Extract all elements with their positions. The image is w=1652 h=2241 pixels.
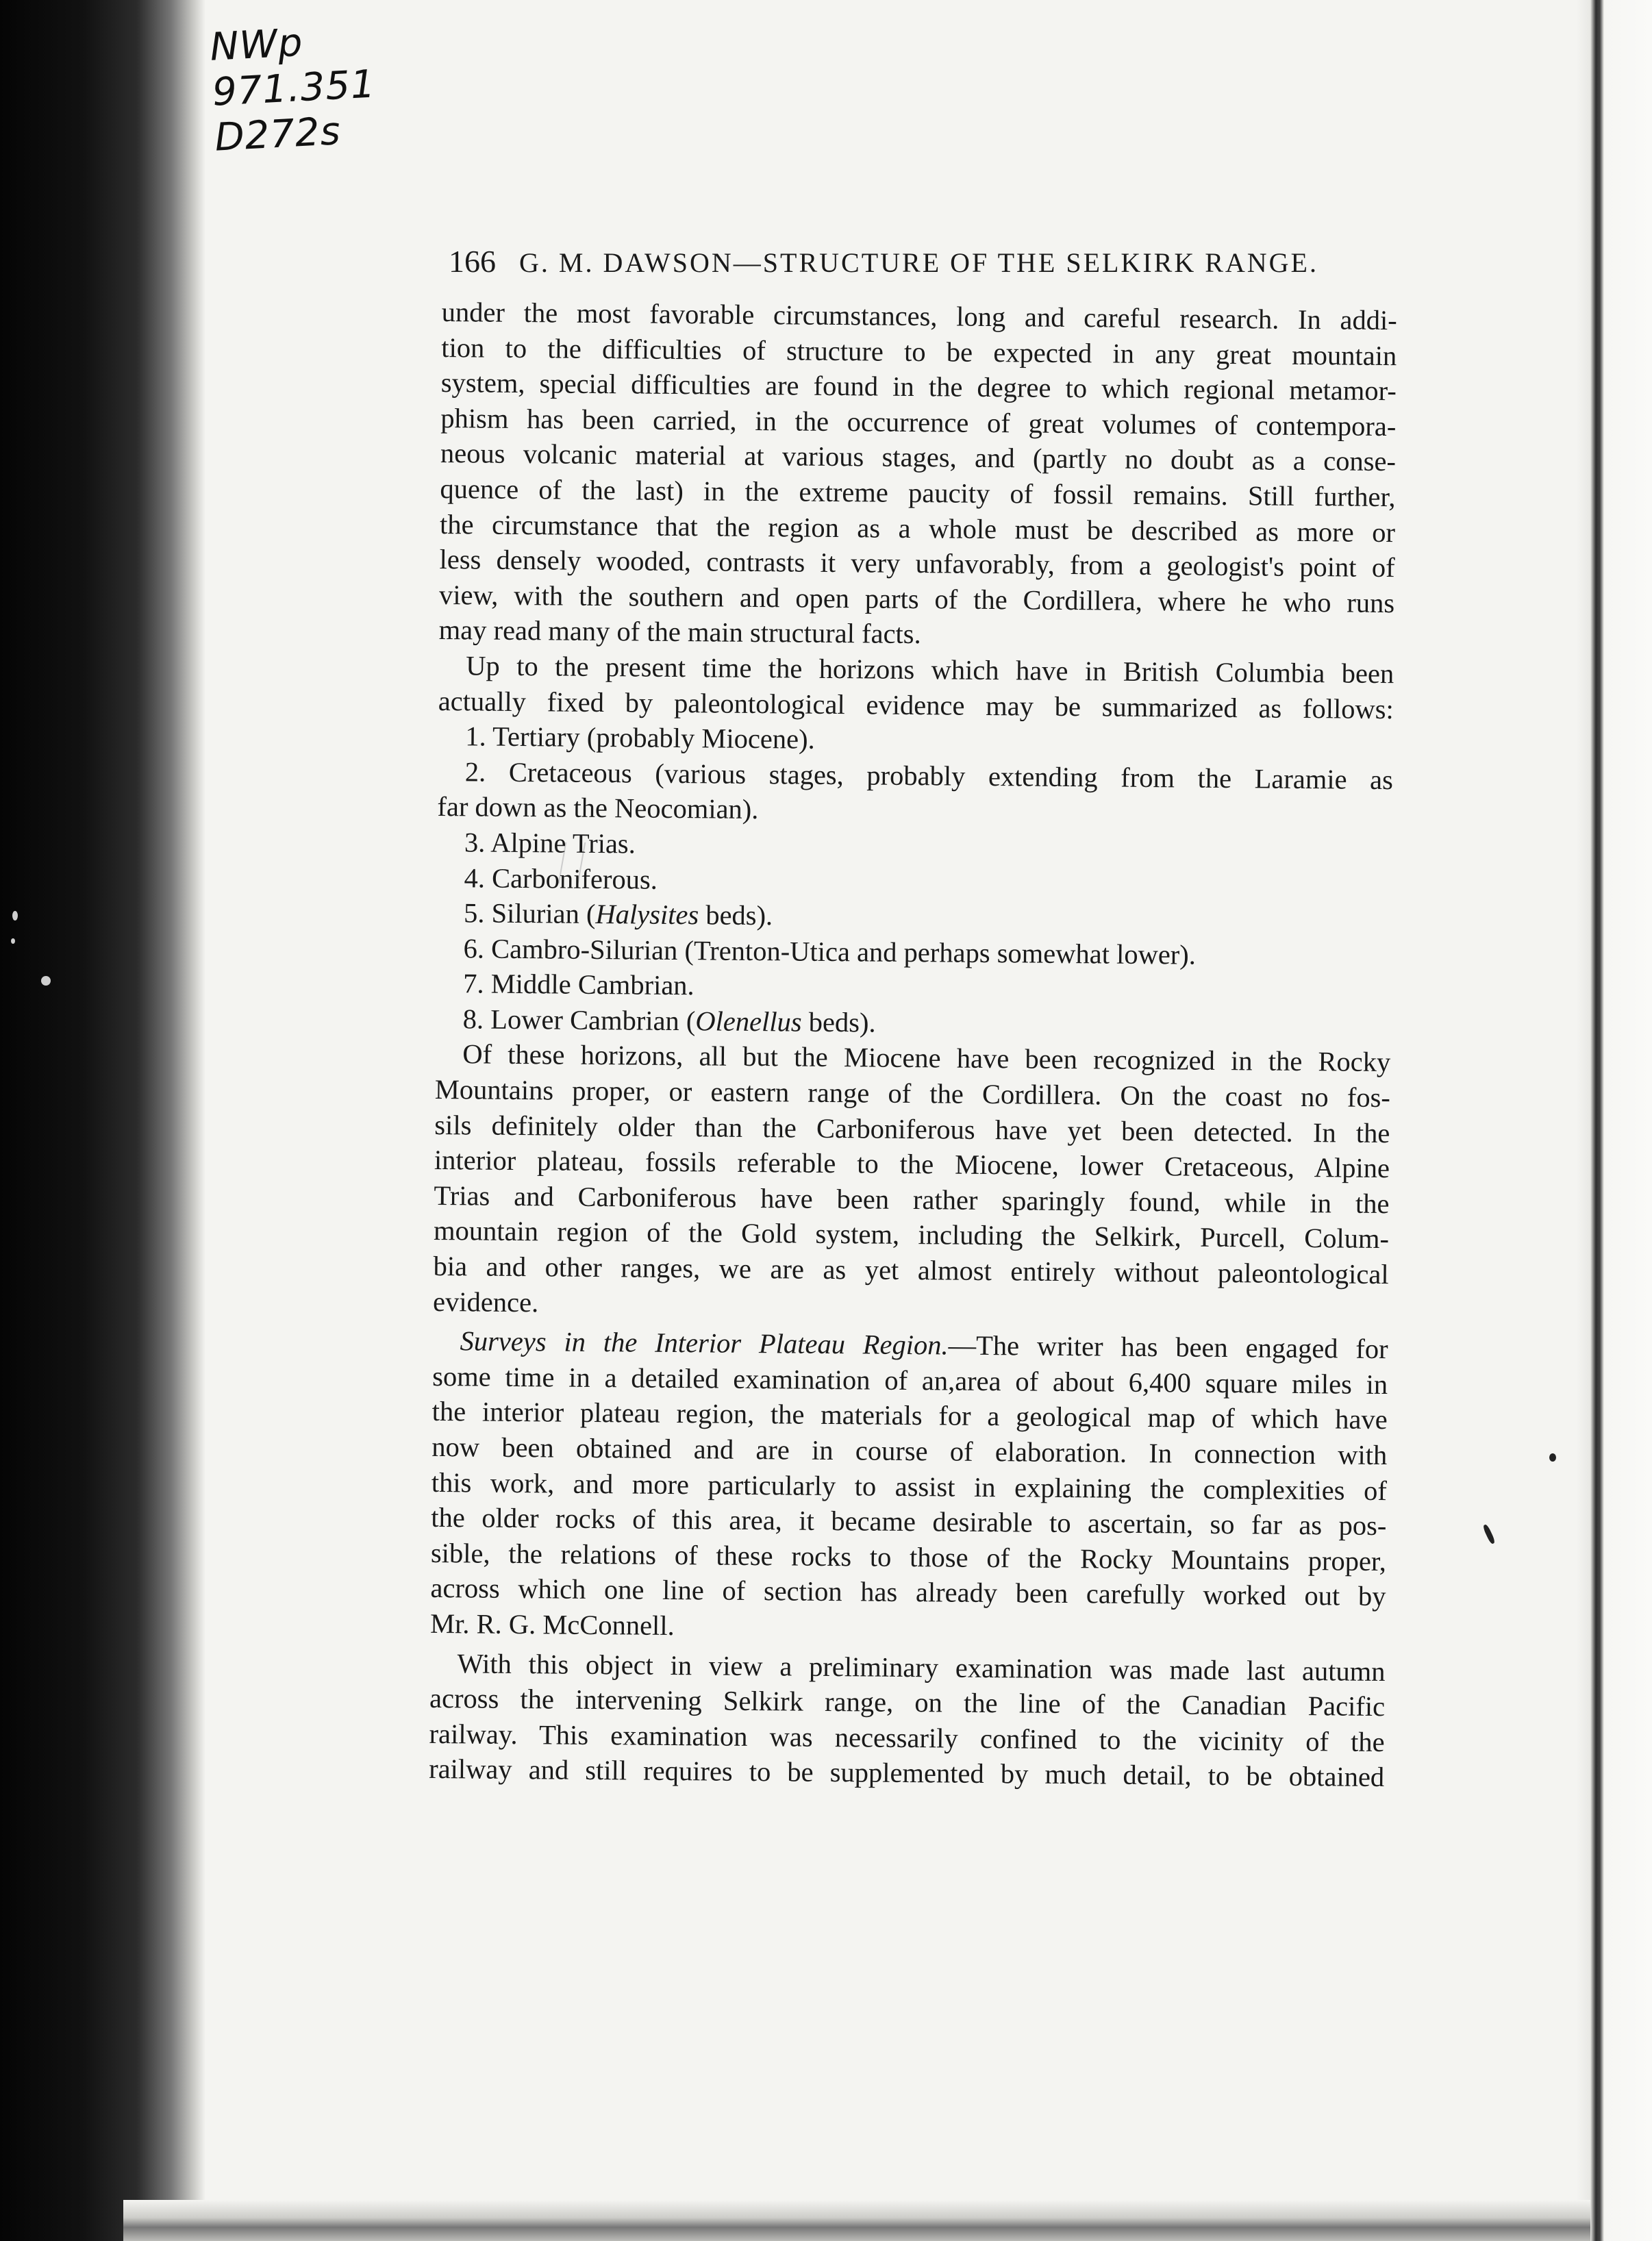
text-line: the circumstance that the region as a whole must be described as more or xyxy=(439,508,1396,548)
section-heading: Surveys in the Interior Plateau Region. xyxy=(460,1325,949,1361)
text-line: neous volcanic material at various stages, and (partly no doubt as a conse- xyxy=(440,438,1397,477)
text-line: sible, the relations of these rocks to those of the Rocky Mountains proper, xyxy=(430,1537,1387,1577)
scan-left-border xyxy=(0,0,205,2241)
scan-right-border xyxy=(1577,0,1652,2241)
text-line: bia and other ranges, we are as yet almost entirely without paleontological xyxy=(433,1250,1389,1290)
text-line: Up to the present time the horizons which have in British Columbia been xyxy=(466,650,1394,690)
list-item: 1. Tertiary (probably Miocene). xyxy=(465,721,815,755)
text-line: actually fixed by paleontological evidence may be summarized as follows: xyxy=(438,685,1394,725)
text-line: tion to the difficulties of structure to be expected in any great mountain xyxy=(441,331,1397,371)
text-line: With this object in view a preliminary examination was made last autumn xyxy=(457,1647,1386,1687)
text-line: under the most favorable circumstances, long and careful research. In addi- xyxy=(441,296,1397,336)
text-run: 8. Lower Cambrian ( xyxy=(462,1003,696,1037)
running-title: G. M. DAWSON—STRUCTURE OF THE SELKIRK RANGE. xyxy=(519,247,1318,278)
italic-genus: Olenellus xyxy=(695,1005,802,1038)
scan-speck xyxy=(11,938,15,944)
text-line: across which one line of section has already been carefully worked out by xyxy=(430,1573,1386,1612)
text-line: less densely wooded, contrasts it very unfavorably, from a geologist's point of xyxy=(439,544,1395,584)
call-number-line: 971.351 xyxy=(211,62,377,115)
text-line: railway and still requires to be supplemented by much detail, to be obtained xyxy=(429,1753,1385,1793)
scan-speck xyxy=(1549,1453,1556,1462)
text-line: Trias and Carboniferous have been rather sparingly found, while in the xyxy=(434,1179,1390,1219)
handwritten-call-number xyxy=(209,16,394,160)
scan-bottom-border xyxy=(123,2200,1590,2241)
text-run: —The writer has been engaged for xyxy=(948,1329,1388,1365)
text-run: 5. Silurian ( xyxy=(463,897,596,930)
text-line: far down as the Neocomian). xyxy=(437,791,759,825)
text-line: this work, and more particularly to assist in explaining the complexities of xyxy=(431,1466,1388,1506)
text-line: view, with the southern and open parts of the Cordillera, where he who runs xyxy=(438,579,1395,618)
list-item: 2. Cretaceous (various stages, probably extending from the Laramie as xyxy=(464,756,1394,795)
text-line: mountain region of the Gold system, including the Selkirk, Purcell, Colum- xyxy=(433,1215,1390,1255)
text-line: Mountains proper, or eastern range of the Cordillera. On the coast no fos- xyxy=(434,1074,1391,1114)
page-number: 166 xyxy=(449,244,496,279)
text-run: beds). xyxy=(699,899,773,931)
scan-speck xyxy=(41,976,51,986)
text-line: system, special difficulties are found in the degree to which regional metamor- xyxy=(440,367,1397,407)
text-line: interior plateau, fossils referable to the Miocene, lower Cretaceous, Alpine xyxy=(434,1144,1390,1184)
text-line: now been obtained and are in course of elaboration. In connection with xyxy=(431,1431,1388,1471)
running-header xyxy=(449,243,1318,279)
text-line: evidence. xyxy=(432,1286,539,1318)
call-number-line: D272s xyxy=(213,109,342,160)
text-run: beds). xyxy=(801,1006,876,1038)
list-item: 3. Alpine Trias. xyxy=(464,827,636,860)
text-line: Of these horizons, all but the Miocene have been recognized in the Rocky xyxy=(462,1038,1391,1078)
scan-speck xyxy=(12,911,18,921)
italic-genus: Halysites xyxy=(595,899,699,931)
text-line: railway. This examination was necessarily confined to the vicinity of the xyxy=(429,1718,1385,1757)
text-line: the interior plateau region, the materials for a geological map of which have xyxy=(431,1396,1388,1436)
text-line: phism has been carried, in the occurrence of great volumes of contempora- xyxy=(440,402,1397,442)
body-text xyxy=(429,295,1397,1795)
text-line: may read many of the main structural facts. xyxy=(438,614,921,650)
text-line: the older rocks of this area, it became desirable to ascertain, so far as pos- xyxy=(431,1502,1387,1542)
text-line: quence of the last) in the extreme paucity of fossil remains. Still further, xyxy=(440,473,1396,513)
text-line: across the intervening Selkirk range, on the line of the Canadian Pacific xyxy=(429,1683,1386,1723)
text-line: some time in a detailed examination of an,area of about 6,400 square miles in xyxy=(432,1360,1388,1400)
list-item: 7. Middle Cambrian. xyxy=(463,968,694,1001)
text-line: Mr. R. G. McConnell. xyxy=(429,1607,675,1642)
text-line: sils definitely older than the Carboniferous have yet been detected. In the xyxy=(434,1109,1390,1149)
call-number-line: NWp xyxy=(208,20,305,70)
list-item: 4. Carboniferous. xyxy=(464,862,658,895)
list-item: 6. Cambro-Silurian (Trenton-Utica and perhaps somewhat lower). xyxy=(463,933,1197,971)
